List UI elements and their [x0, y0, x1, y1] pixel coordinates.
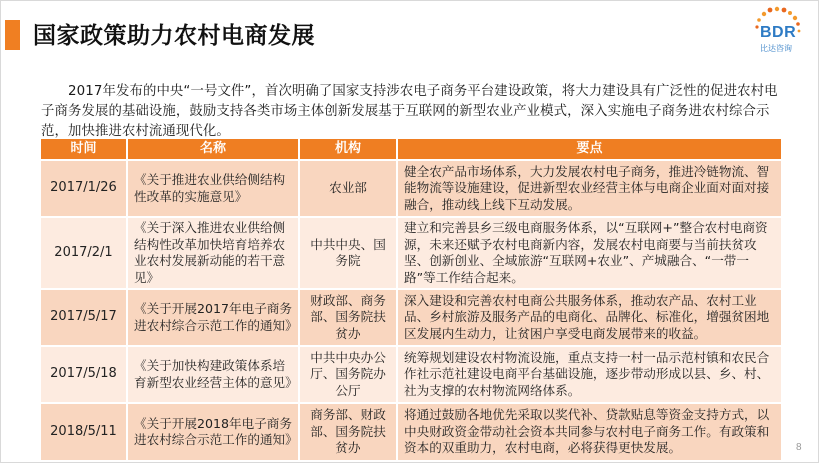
row-policy-name: 《关于推进农业供给侧结构性改革的实施意见》	[127, 160, 299, 217]
row-key-points: 健全农产品市场体系，大力发展农村电子商务，推进冷链物流、智能物流等设施建设，促进新型农业经营主体与电商企业面对面对接融合，推动线上线下互动发展。	[397, 160, 781, 217]
row-key-points: 建立和完善县乡三级电商服务体系，以“互联网+”整合农村电商资源，未来还赋予农村电商新内容，发展农村电商要与当前扶贫攻坚、创新创业、全域旅游“互联网+农业”、产城融合、“一带一路”等工作结合起来。	[397, 217, 781, 289]
row-policy-name: 《关于开展2018年电子商务进农村综合示范工作的通知》	[127, 403, 299, 460]
row-org: 中共中央、国务院	[299, 217, 397, 289]
row-key-points: 将通过鼓励各地优先采取以奖代补、贷款贴息等资金支持方式，以中央财政资金带动社会资本共同参与农村电子商务工作。有政策和资本的双重助力，农村电商，必将获得更快发展。	[397, 403, 781, 460]
table-row	[41, 160, 781, 217]
row-key-points: 深入建设和完善农村电商公共服务体系，推动农产品、农村工业品、乡村旅游及服务产品的电商化、品牌化、标准化，增强贫困地区发展内生动力，让贫困户享受电商发展带来的收益。	[397, 289, 781, 346]
page-title: 国家政策助力农村电商发展	[33, 23, 315, 49]
row-org: 商务部、财政部、国务院扶贫办	[299, 403, 397, 460]
header-date: 时间	[41, 139, 127, 160]
row-org: 财政部、商务部、国务院扶贫办	[299, 289, 397, 346]
row-org: 中共中央办公厅、国务院办公厅	[299, 346, 397, 403]
logo-text: BDR	[760, 24, 797, 41]
bdr-logo	[754, 6, 810, 58]
row-date: 2017/2/1	[41, 217, 127, 289]
row-key-points: 统筹规划建设农村物流设施，重点支持一村一品示范村镇和农民合作社示范社建设电商平台基础设施，逐步带动形成以县、乡、村、社为支撑的农村物流网络体系。	[397, 346, 781, 403]
table-row	[41, 217, 781, 289]
header-name: 名称	[127, 139, 299, 160]
policy-table	[41, 139, 781, 460]
header-org: 机构	[299, 139, 397, 160]
table-row	[41, 346, 781, 403]
header-key-points: 要点	[397, 139, 781, 160]
intro-paragraph: 2017年发布的中央“一号文件”，首次明确了国家支持涉农电子商务平台建设政策，将大力建设具有广泛性的促进农村电子商务发展的基础设施，鼓励支持各类市场主体创新发展基于互联网的新型农业产业模式，深入实施电子商务进农村综合示范，加快推进农村流通现代化。	[41, 84, 778, 140]
table-row	[41, 289, 781, 346]
row-policy-name: 《关于开展2017年电子商务进农村综合示范工作的通知》	[127, 289, 299, 346]
table-header-row	[41, 139, 781, 160]
row-date: 2017/5/18	[41, 346, 127, 403]
table-row	[41, 403, 781, 460]
page-number: 8	[796, 442, 802, 453]
row-date: 2017/1/26	[41, 160, 127, 217]
title-accent-bar	[5, 20, 20, 50]
row-date: 2017/5/17	[41, 289, 127, 346]
row-policy-name: 《关于加快构建政策体系培育新型农业经营主体的意见》	[127, 346, 299, 403]
row-org: 农业部	[299, 160, 397, 217]
logo-subtitle: 比达咨询	[760, 44, 792, 53]
row-policy-name: 《关于深入推进农业供给侧结构性改革加快培育培养农业农村发展新动能的若干意见》	[127, 217, 299, 289]
row-date: 2018/5/11	[41, 403, 127, 460]
